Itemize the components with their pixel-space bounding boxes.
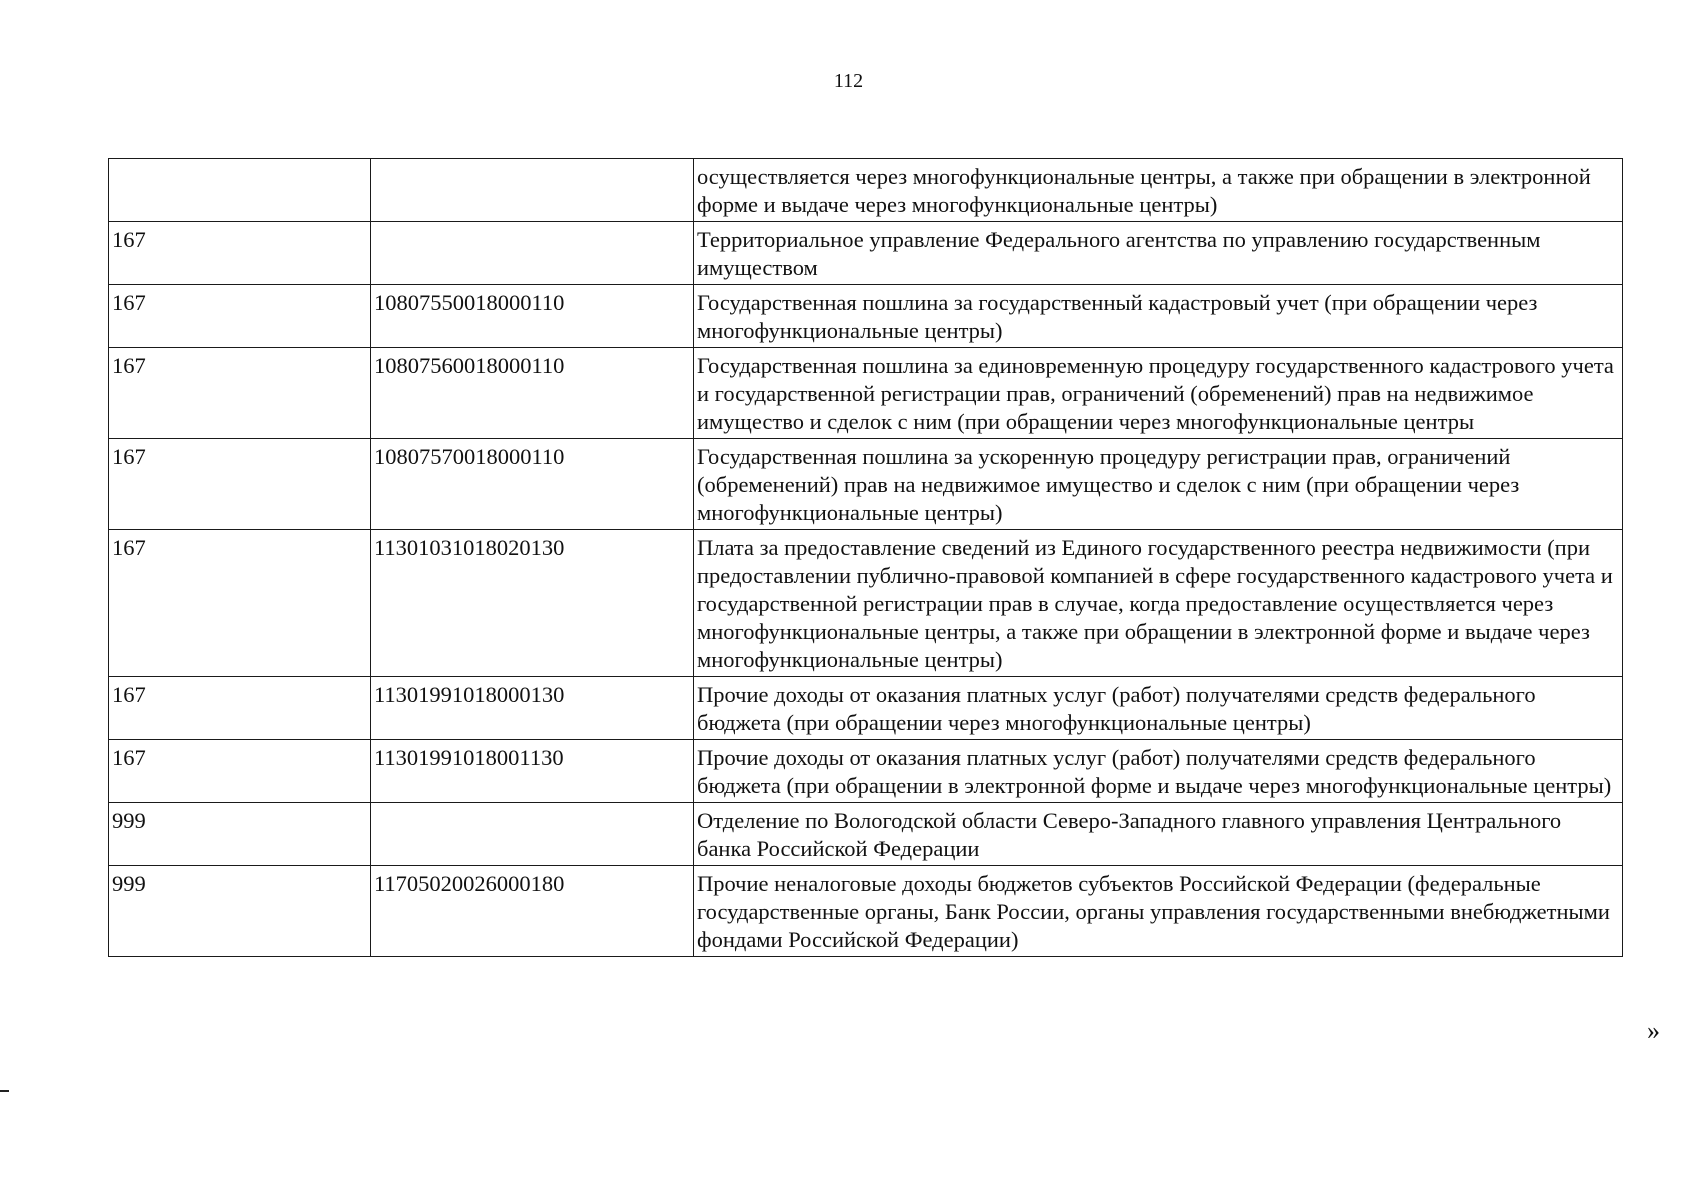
table-row	[109, 530, 1623, 677]
cell-description: Прочие неналоговые доходы бюджетов субъектов Российской Федерации (федеральные государственные органы, Банк России, органы управления государственными внебюджетными фондами Российской Федерации)	[694, 866, 1623, 957]
cell-income-code: 11705020026000180	[371, 866, 694, 957]
cell-description: осуществляется через многофункциональные центры, а также при обращении в электронной форме и выдаче через многофункциональные центры)	[694, 159, 1623, 222]
cell-admin-code: 999	[109, 803, 371, 866]
cell-income-code	[371, 159, 694, 222]
cell-admin-code: 167	[109, 740, 371, 803]
cell-admin-code	[109, 159, 371, 222]
cell-description: Государственная пошлина за государственный кадастровый учет (при обращении через многофункциональные центры)	[694, 285, 1623, 348]
margin-dash	[0, 1090, 9, 1092]
cell-income-code: 11301991018001130	[371, 740, 694, 803]
cell-income-code	[371, 803, 694, 866]
table-row	[109, 285, 1623, 348]
table-body	[109, 159, 1623, 957]
cell-income-code	[371, 222, 694, 285]
cell-admin-code: 167	[109, 530, 371, 677]
table-row	[109, 677, 1623, 740]
table-row	[109, 866, 1623, 957]
cell-admin-code: 167	[109, 439, 371, 530]
cell-description: Плата за предоставление сведений из Единого государственного реестра недвижимости (при предоставлении публично-правовой компанией в сфере государственного кадастрового учета и государственной регистрации прав в случае, когда предоставление осуществляется через многофункциональные центры, а также при обращении в электронной форме и выдаче через многофункциональные центры)	[694, 530, 1623, 677]
cell-admin-code: 167	[109, 677, 371, 740]
cell-income-code: 10807560018000110	[371, 348, 694, 439]
cell-income-code: 11301031018020130	[371, 530, 694, 677]
revenue-codes-table	[108, 158, 1623, 957]
table-row	[109, 439, 1623, 530]
cell-admin-code: 167	[109, 285, 371, 348]
cell-description: Государственная пошлина за единовременную процедуру государственного кадастрового учета и государственной регистрации прав, ограничений (обременений) прав на недвижимое имущество и сделок с ним (при обращении через многофункциональные центры	[694, 348, 1623, 439]
cell-income-code: 11301991018000130	[371, 677, 694, 740]
table-row	[109, 740, 1623, 803]
table-row	[109, 222, 1623, 285]
table-row	[109, 159, 1623, 222]
cell-admin-code: 167	[109, 222, 371, 285]
cell-description: Прочие доходы от оказания платных услуг (работ) получателями средств федерального бюджета (при обращении через многофункциональные центры)	[694, 677, 1623, 740]
cell-admin-code: 167	[109, 348, 371, 439]
closing-quote-mark: »	[1647, 1016, 1660, 1045]
cell-description: Прочие доходы от оказания платных услуг (работ) получателями средств федерального бюджета (при обращении в электронной форме и выдаче через многофункциональные центры)	[694, 740, 1623, 803]
cell-income-code: 10807570018000110	[371, 439, 694, 530]
table-row	[109, 803, 1623, 866]
page-number: 112	[833, 70, 864, 92]
cell-description: Государственная пошлина за ускоренную процедуру регистрации прав, ограничений (обременений) прав на недвижимое имущество и сделок с ним (при обращении через многофункциональные центры)	[694, 439, 1623, 530]
cell-description: Территориальное управление Федерального агентства по управлению государственным имуществом	[694, 222, 1623, 285]
cell-admin-code: 999	[109, 866, 371, 957]
cell-description: Отделение по Вологодской области Северо-Западного главного управления Центрального банка Российской Федерации	[694, 803, 1623, 866]
cell-income-code: 10807550018000110	[371, 285, 694, 348]
table-row	[109, 348, 1623, 439]
